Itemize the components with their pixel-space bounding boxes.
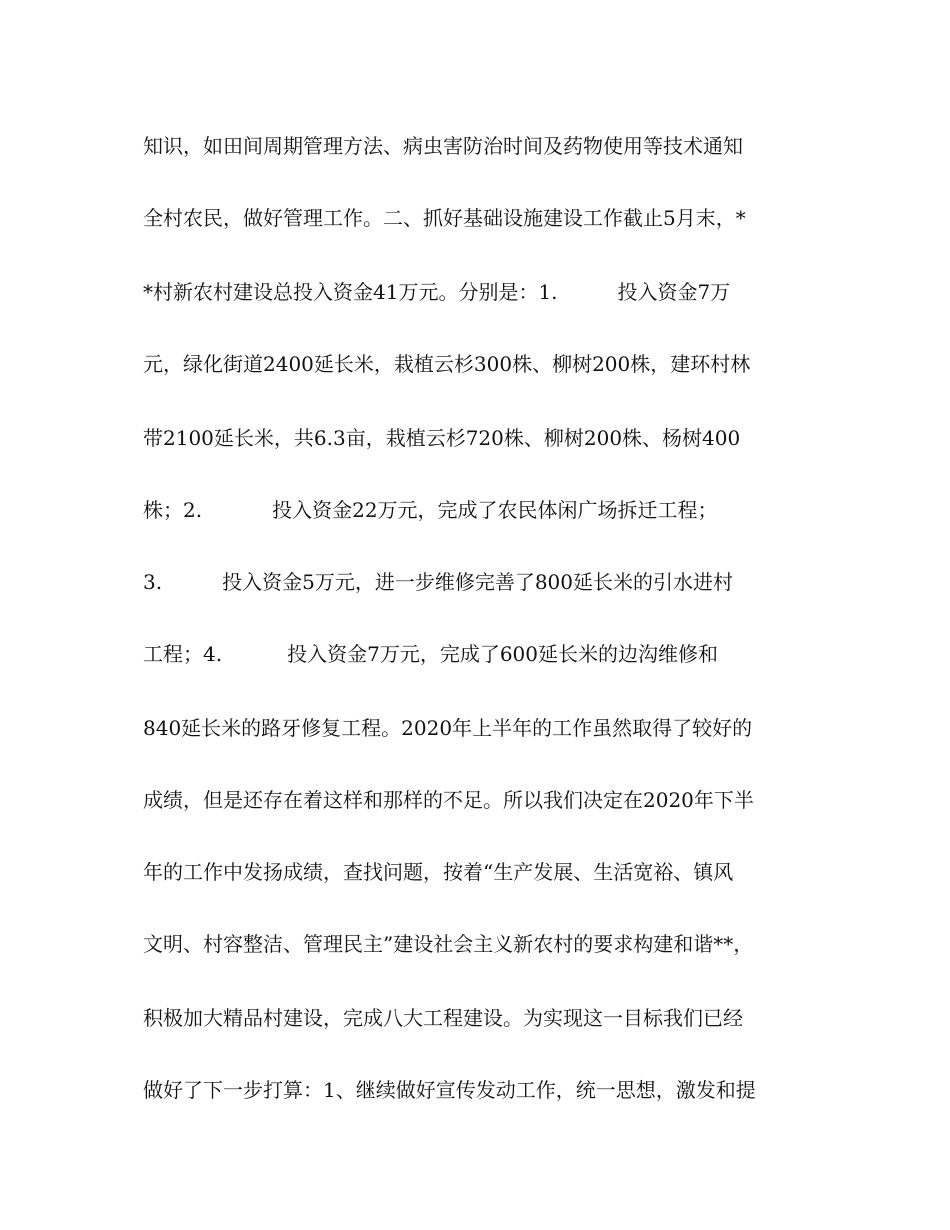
text-line-7-end: 投入资金5万元，进一步维修完善了800延长米的引水进村 xyxy=(222,570,733,594)
text-line-4: 元，绿化街道2400延长米，栽植云杉300株、柳树200株，建环村林 xyxy=(143,352,751,376)
text-line-14: 做好了下一步打算：1、继续做好宣传发动工作，统一思想，激发和提 xyxy=(143,1078,756,1102)
text-line-11: 年的工作中发扬成绩，查找问题，按着“生产发展、生活宽裕、镇风 xyxy=(143,860,734,884)
text-line-7 xyxy=(143,567,823,597)
text-line-13: 积极加大精品村建设，完成八大工程建设。为实现这一目标我们已经 xyxy=(143,1006,743,1030)
text-line-8-end: 投入资金7万元，完成了600延长米的边沟维修和 xyxy=(287,642,718,666)
text-line-3-start: *村新农村建设总投入资金41万元。分别是：1. xyxy=(143,280,558,304)
text-line-6-start: 株；2. xyxy=(143,498,203,522)
text-line-3 xyxy=(143,277,823,307)
text-line-12: 文明、村容整洁、管理民主”建设社会主义新农村的要求构建和谐**， xyxy=(143,932,754,956)
text-line-6-end: 投入资金22万元，完成了农民体闲广场拆迁工程； xyxy=(272,498,718,522)
text-line-10: 成绩，但是还存在着这样和那样的不足。所以我们决定在2020年下半 xyxy=(143,788,754,812)
text-line-1: 知识，如田间周期管理方法、病虫害防治时间及药物使用等技术通知 xyxy=(143,134,743,158)
text-line-9: 840延长米的路牙修复工程。2020年上半年的工作虽然取得了较好的 xyxy=(143,716,753,740)
text-line-2: 全村农民，做好管理工作。二、抓好基础设施建设工作截止5月末，* xyxy=(143,206,746,230)
text-line-6 xyxy=(143,495,823,525)
text-line-8 xyxy=(143,639,823,669)
text-line-8-start: 工程；4. xyxy=(143,642,223,666)
text-line-5: 带2100延长米，共6.3亩，栽植云杉720株、柳树200株、杨树400 xyxy=(143,426,741,450)
text-line-7-start: 3. xyxy=(143,570,163,594)
text-line-3-end: 投入资金7万 xyxy=(617,280,731,304)
